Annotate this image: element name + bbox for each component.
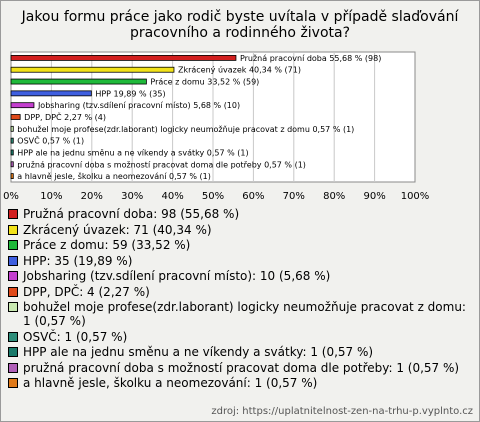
legend-label: a hlavně jesle, školku a neomezování: 1 (0,57 %) <box>23 376 318 390</box>
legend-item <box>8 238 474 252</box>
x-tick-label: 50% <box>201 191 225 202</box>
bar-label: a hlavně jesle, školku a neomezování 0,57 % (1) <box>17 172 211 182</box>
legend-item <box>8 376 474 390</box>
legend-swatch <box>8 256 18 266</box>
source-text: zdroj: https://uplatnitelnost-zen-na-trhu-p.vyplnto.cz <box>211 406 473 417</box>
legend-label: bohužel moje profese(zdr.laborant) logicky neumožňuje pracovat z domu: 1 (0,57 %) <box>23 300 466 328</box>
legend-item <box>8 285 474 299</box>
legend-item <box>8 254 474 268</box>
legend-label: OSVČ: 1 (0,57 %) <box>23 329 128 344</box>
legend-item <box>8 207 474 221</box>
bar-plot <box>1 1 479 206</box>
legend-swatch <box>8 302 18 312</box>
bar <box>11 55 236 60</box>
legend-label: Pružná pracovní doba: 98 (55,68 %) <box>23 207 240 221</box>
legend-swatch <box>8 209 18 219</box>
legend-item <box>8 330 474 344</box>
bar <box>11 162 13 167</box>
bar-label: Zkrácený úvazek 40,34 % (71) <box>177 65 301 75</box>
x-tick-label: 90% <box>363 191 386 202</box>
legend-item <box>8 269 474 283</box>
legend-label: Zkrácený úvazek: 71 (40,34 %) <box>23 222 212 237</box>
legend-label: Práce z domu: 59 (33,52 %) <box>23 238 191 252</box>
x-tick-label: 70% <box>282 191 305 202</box>
bar-label: DPP, DPČ 2,27 % (4) <box>24 113 107 122</box>
legend-swatch <box>8 332 18 342</box>
bar-label: OSVČ 0,57 % (1) <box>17 136 85 146</box>
x-tick-label: 20% <box>80 191 103 202</box>
legend-swatch <box>8 363 18 373</box>
legend-item <box>8 300 474 328</box>
chart-title: Jakou formu práce jako rodič byste uvítala v případě slaďování pracovního a rodinného života? <box>21 9 459 41</box>
chart-legend <box>8 207 474 392</box>
bar <box>11 103 34 108</box>
bar <box>11 91 91 96</box>
bar <box>11 174 13 179</box>
legend-label: HPP: 35 (19,89 %) <box>23 253 133 268</box>
legend-swatch <box>8 347 18 357</box>
legend-item <box>8 361 474 375</box>
x-tick-label: 10% <box>40 191 63 202</box>
legend-swatch <box>8 378 18 388</box>
bar-label: Práce z domu 33,52 % (59) <box>150 77 260 87</box>
bar-label: pružná pracovní doba s možností pracovat doma dle potřeby 0,57 % (1) <box>17 160 306 170</box>
bar-label: HPP ale na jednu směnu a ne víkendy a svátky 0,57 % (1) <box>17 148 249 158</box>
legend-swatch <box>8 225 18 235</box>
bar-label: Jobsharing (tzv.sdílení pracovní místo) 5,68 % (10) <box>37 101 241 111</box>
legend-label: DPP, DPČ: 4 (2,27 %) <box>23 284 150 299</box>
bar <box>11 67 174 72</box>
bar <box>11 79 146 84</box>
bar-label: bohužel moje profese(zdr.laborant) logicky neumožňuje pracovat z domu 0,57 % (1) <box>17 124 355 134</box>
x-tick-label: 100% <box>400 191 430 202</box>
legend-label: Jobsharing (tzv.sdílení pracovní místo): 10 (5,68 %) <box>23 269 331 283</box>
bar-label: Pružná pracovní doba 55,68 % (98) <box>239 53 382 63</box>
x-tick-label: 0% <box>3 191 19 202</box>
bar-label: HPP 19,89 % (35) <box>95 89 166 99</box>
legend-swatch <box>8 271 18 281</box>
x-tick-label: 40% <box>161 191 184 202</box>
legend-swatch <box>8 240 18 250</box>
x-tick-label: 60% <box>242 191 265 202</box>
bar <box>11 115 20 120</box>
x-tick-label: 80% <box>323 191 346 202</box>
x-tick-label: 30% <box>121 191 144 202</box>
bar <box>11 150 13 155</box>
legend-swatch <box>8 287 18 297</box>
legend-label: HPP ale na jednu směnu a ne víkendy a svátky: 1 (0,57 %) <box>23 345 374 359</box>
legend-item <box>8 345 474 359</box>
bar <box>11 138 13 143</box>
legend-item <box>8 223 474 237</box>
bar <box>11 126 13 131</box>
legend-label: pružná pracovní doba s možností pracovat doma dle potřeby: 1 (0,57 %) <box>23 360 460 375</box>
